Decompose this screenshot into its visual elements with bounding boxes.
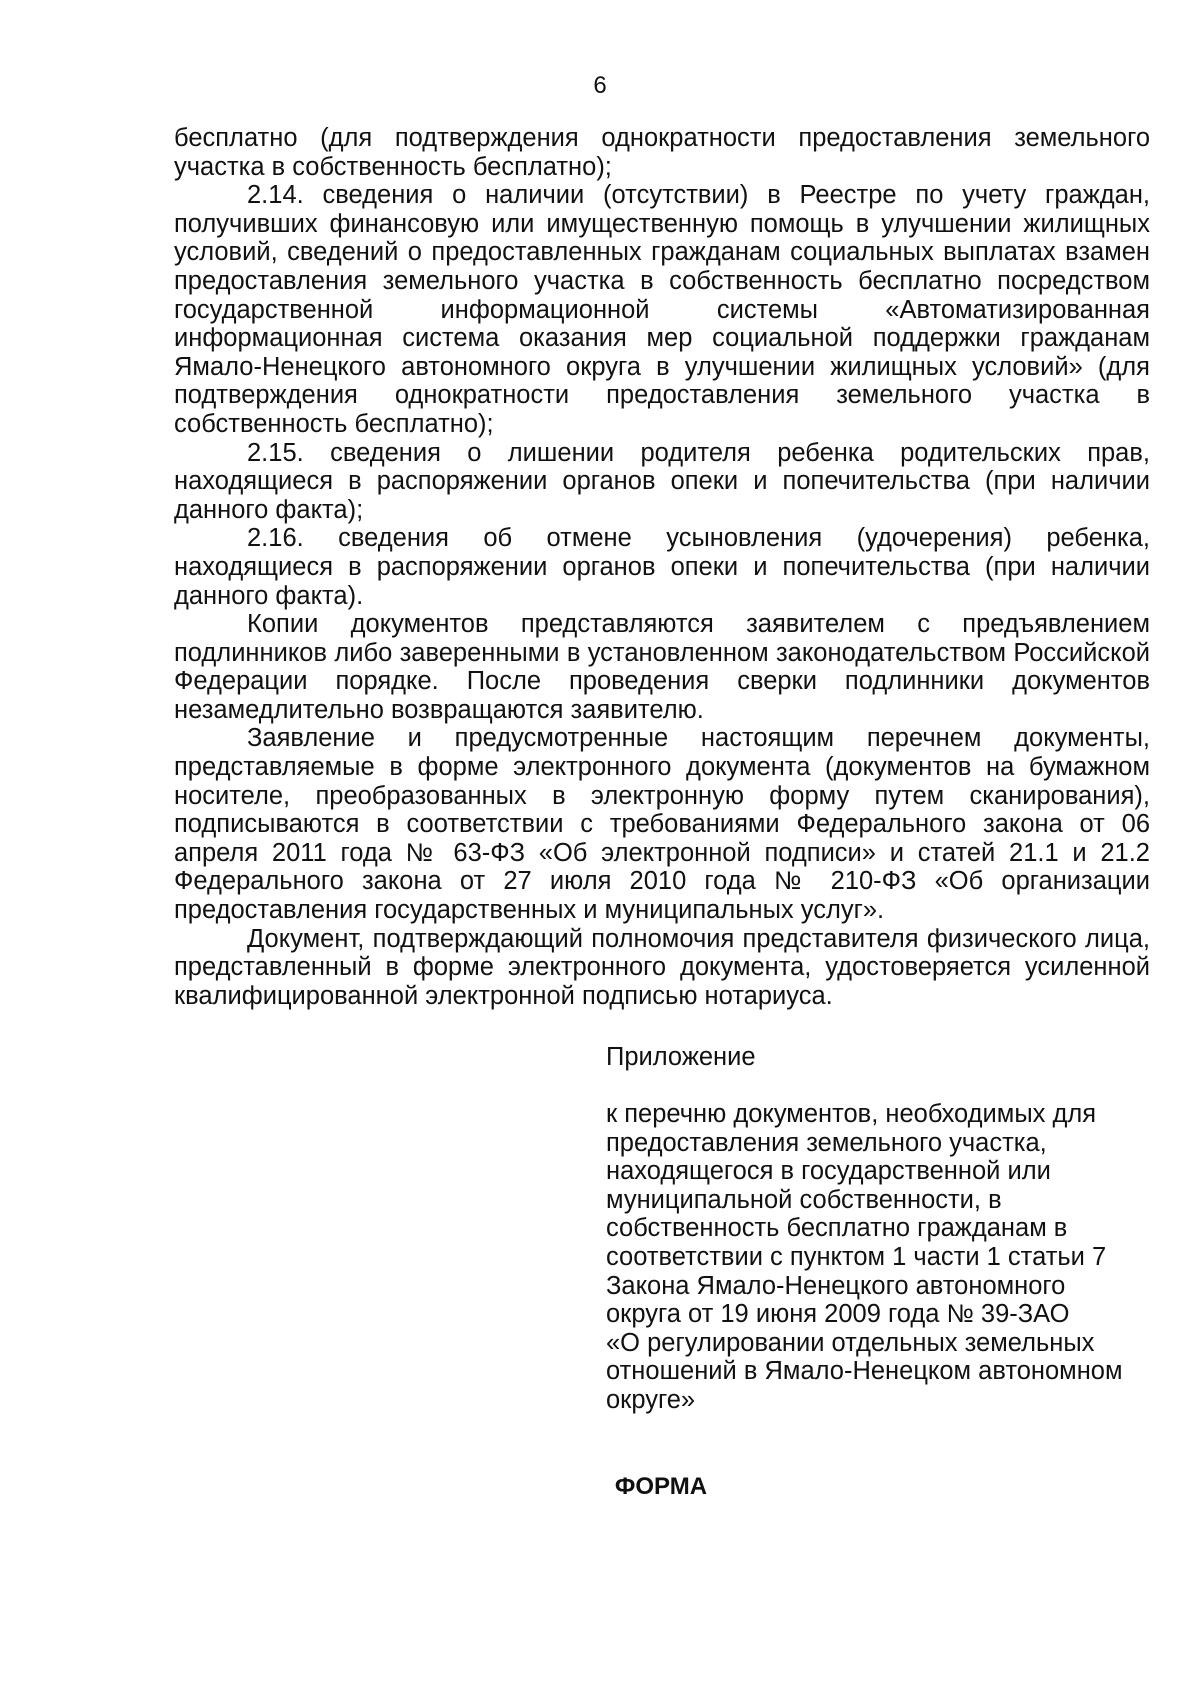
appendix-text bbox=[606, 1100, 1166, 1415]
appendix-line: округе» bbox=[606, 1385, 696, 1414]
appendix-title: Приложение bbox=[606, 1043, 756, 1071]
appendix-line: отношений в Ямало-Ненецком автономном bbox=[606, 1357, 1123, 1386]
paragraph-continuation: бесплатно (для подтверждения однократности предоставления земельного участка в собственность бесплатно); bbox=[174, 124, 1150, 181]
appendix-line: находящегося в государственной или bbox=[606, 1157, 1051, 1186]
page-number: 6 bbox=[593, 72, 607, 99]
paragraph-representative-authority: Документ, подтверждающий полномочия представителя физического лица, представленный в форме электронного документа, удостоверяется усиленной квалифицированной электронной подписью нотариуса. bbox=[174, 924, 1150, 1010]
appendix-line: округа от 19 июня 2009 года № 39-ЗАО bbox=[606, 1300, 1070, 1329]
paragraph-item-2-16: 2.16. сведения об отмене усыновления (удочерения) ребенка, находящиеся в распоряжении органов опеки и попечительства (при наличии данного факта). bbox=[174, 524, 1150, 610]
form-title: ФОРМА bbox=[614, 1473, 708, 1500]
appendix-line: соответствии с пунктом 1 части 1 статьи 7 bbox=[606, 1242, 1107, 1271]
paragraph-copies: Копии документов представляются заявителем с предъявлением подлинников либо заверенными в установленном законодательством Российской Федерации порядке. После проведения сверки подлинники документов незамедлительно возвращаются заявителю. bbox=[174, 610, 1150, 724]
appendix-line: Закона Ямало-Ненецкого автономного bbox=[606, 1271, 1066, 1300]
paragraph-item-2-14: 2.14. сведения о наличии (отсутствии) в Реестре по учету граждан, получивших финансовую или имущественную помощь в улучшении жилищных условий, сведений о предоставленных гражданам социальных выплатах взамен предоставления земельного участка в собственность бесплатно посредством государственной информационной системы «Автоматизированная информационная система оказания мер социальной поддержки гражданам Ямало-Ненецкого автономного округа в улучшении жилищных условий» (для подтверждения однократности предоставления земельного участка в собственность бесплатно); bbox=[174, 181, 1150, 438]
document-body bbox=[174, 124, 1150, 1010]
appendix-line: собственность бесплатно гражданам в bbox=[606, 1214, 1068, 1243]
appendix-line: муниципальной собственности, в bbox=[606, 1185, 1002, 1214]
paragraph-electronic-documents: Заявление и предусмотренные настоящим перечнем документы, представляемые в форме электронного документа (документов на бумажном носителе, преобразованных в электронную форму путем сканирования), подписываются в соответствии с требованиями Федерального закона от 06 апреля 2011 года № 63-ФЗ «Об электронной подписи» и статей 21.1 и 21.2 Федерального закона от 27 июля 2010 года № 210-ФЗ «Об организации предоставления государственных и муниципальных услуг». bbox=[174, 724, 1150, 925]
appendix-line: предоставления земельного участка, bbox=[606, 1128, 1047, 1157]
paragraph-item-2-15: 2.15. сведения о лишении родителя ребенка родительских прав, находящиеся в распоряжении органов опеки и попечительства (при наличии данного факта); bbox=[174, 438, 1150, 524]
appendix-line: к перечню документов, необходимых для bbox=[606, 1100, 1097, 1128]
appendix-line: «О регулировании отдельных земельных bbox=[606, 1328, 1095, 1357]
